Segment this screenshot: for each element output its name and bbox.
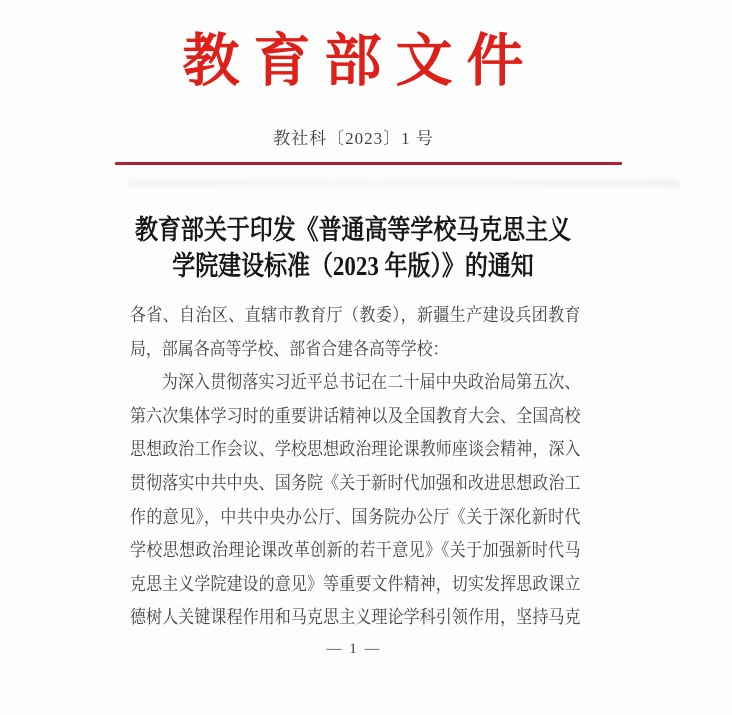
ministry-masthead-title: 教育部文件 (182, 30, 538, 93)
body-line: 第六次集体学习时的重要讲话精神以及全国教育大会、全国高校 (130, 405, 581, 426)
red-divider-rule (115, 162, 622, 165)
body-line: 各省、自治区、直辖市教育厅（教委），新疆生产建设兵团教育 (130, 305, 581, 325)
document-number: 教社科〔2023〕1 号 (273, 129, 434, 148)
scan-bleed-artifact (128, 179, 680, 187)
page-number: — 1 — (326, 641, 382, 657)
document-title-line-1: 教育部关于印发《普通高等学校马克思主义 (134, 215, 572, 245)
body-line: 贯彻落实中共中央、国务院《关于新时代加强和改进思想政治工 (130, 472, 581, 493)
body-line: 克思主义学院建设的意见》等重要文件精神，切实发挥思政课立 (130, 573, 581, 594)
document-title-line-2: 学院建设标准（2023 年版）》的通知 (172, 251, 534, 281)
document-title (42, 212, 664, 284)
body-line: 为深入贯彻落实习近平总书记在二十届中央政治局第五次、 (161, 372, 581, 393)
body-line: 思想政治工作会议、学校思想政治理论课教师座谈会精神，深入 (130, 439, 581, 460)
body-line: 学校思想政治理论课改革创新的若干意见》《关于加强新时代马 (130, 540, 581, 561)
body-line: 作的意见》，中共中央办公厅、国务院办公厅《关于深化新时代 (130, 506, 581, 527)
body-line: 局，部属各高等学校、部省合建各高等学校： (130, 338, 449, 359)
document-body-text (130, 299, 580, 635)
body-line: 德树人关键课程作用和马克思主义理论学科引领作用，坚持马克 (130, 607, 581, 628)
